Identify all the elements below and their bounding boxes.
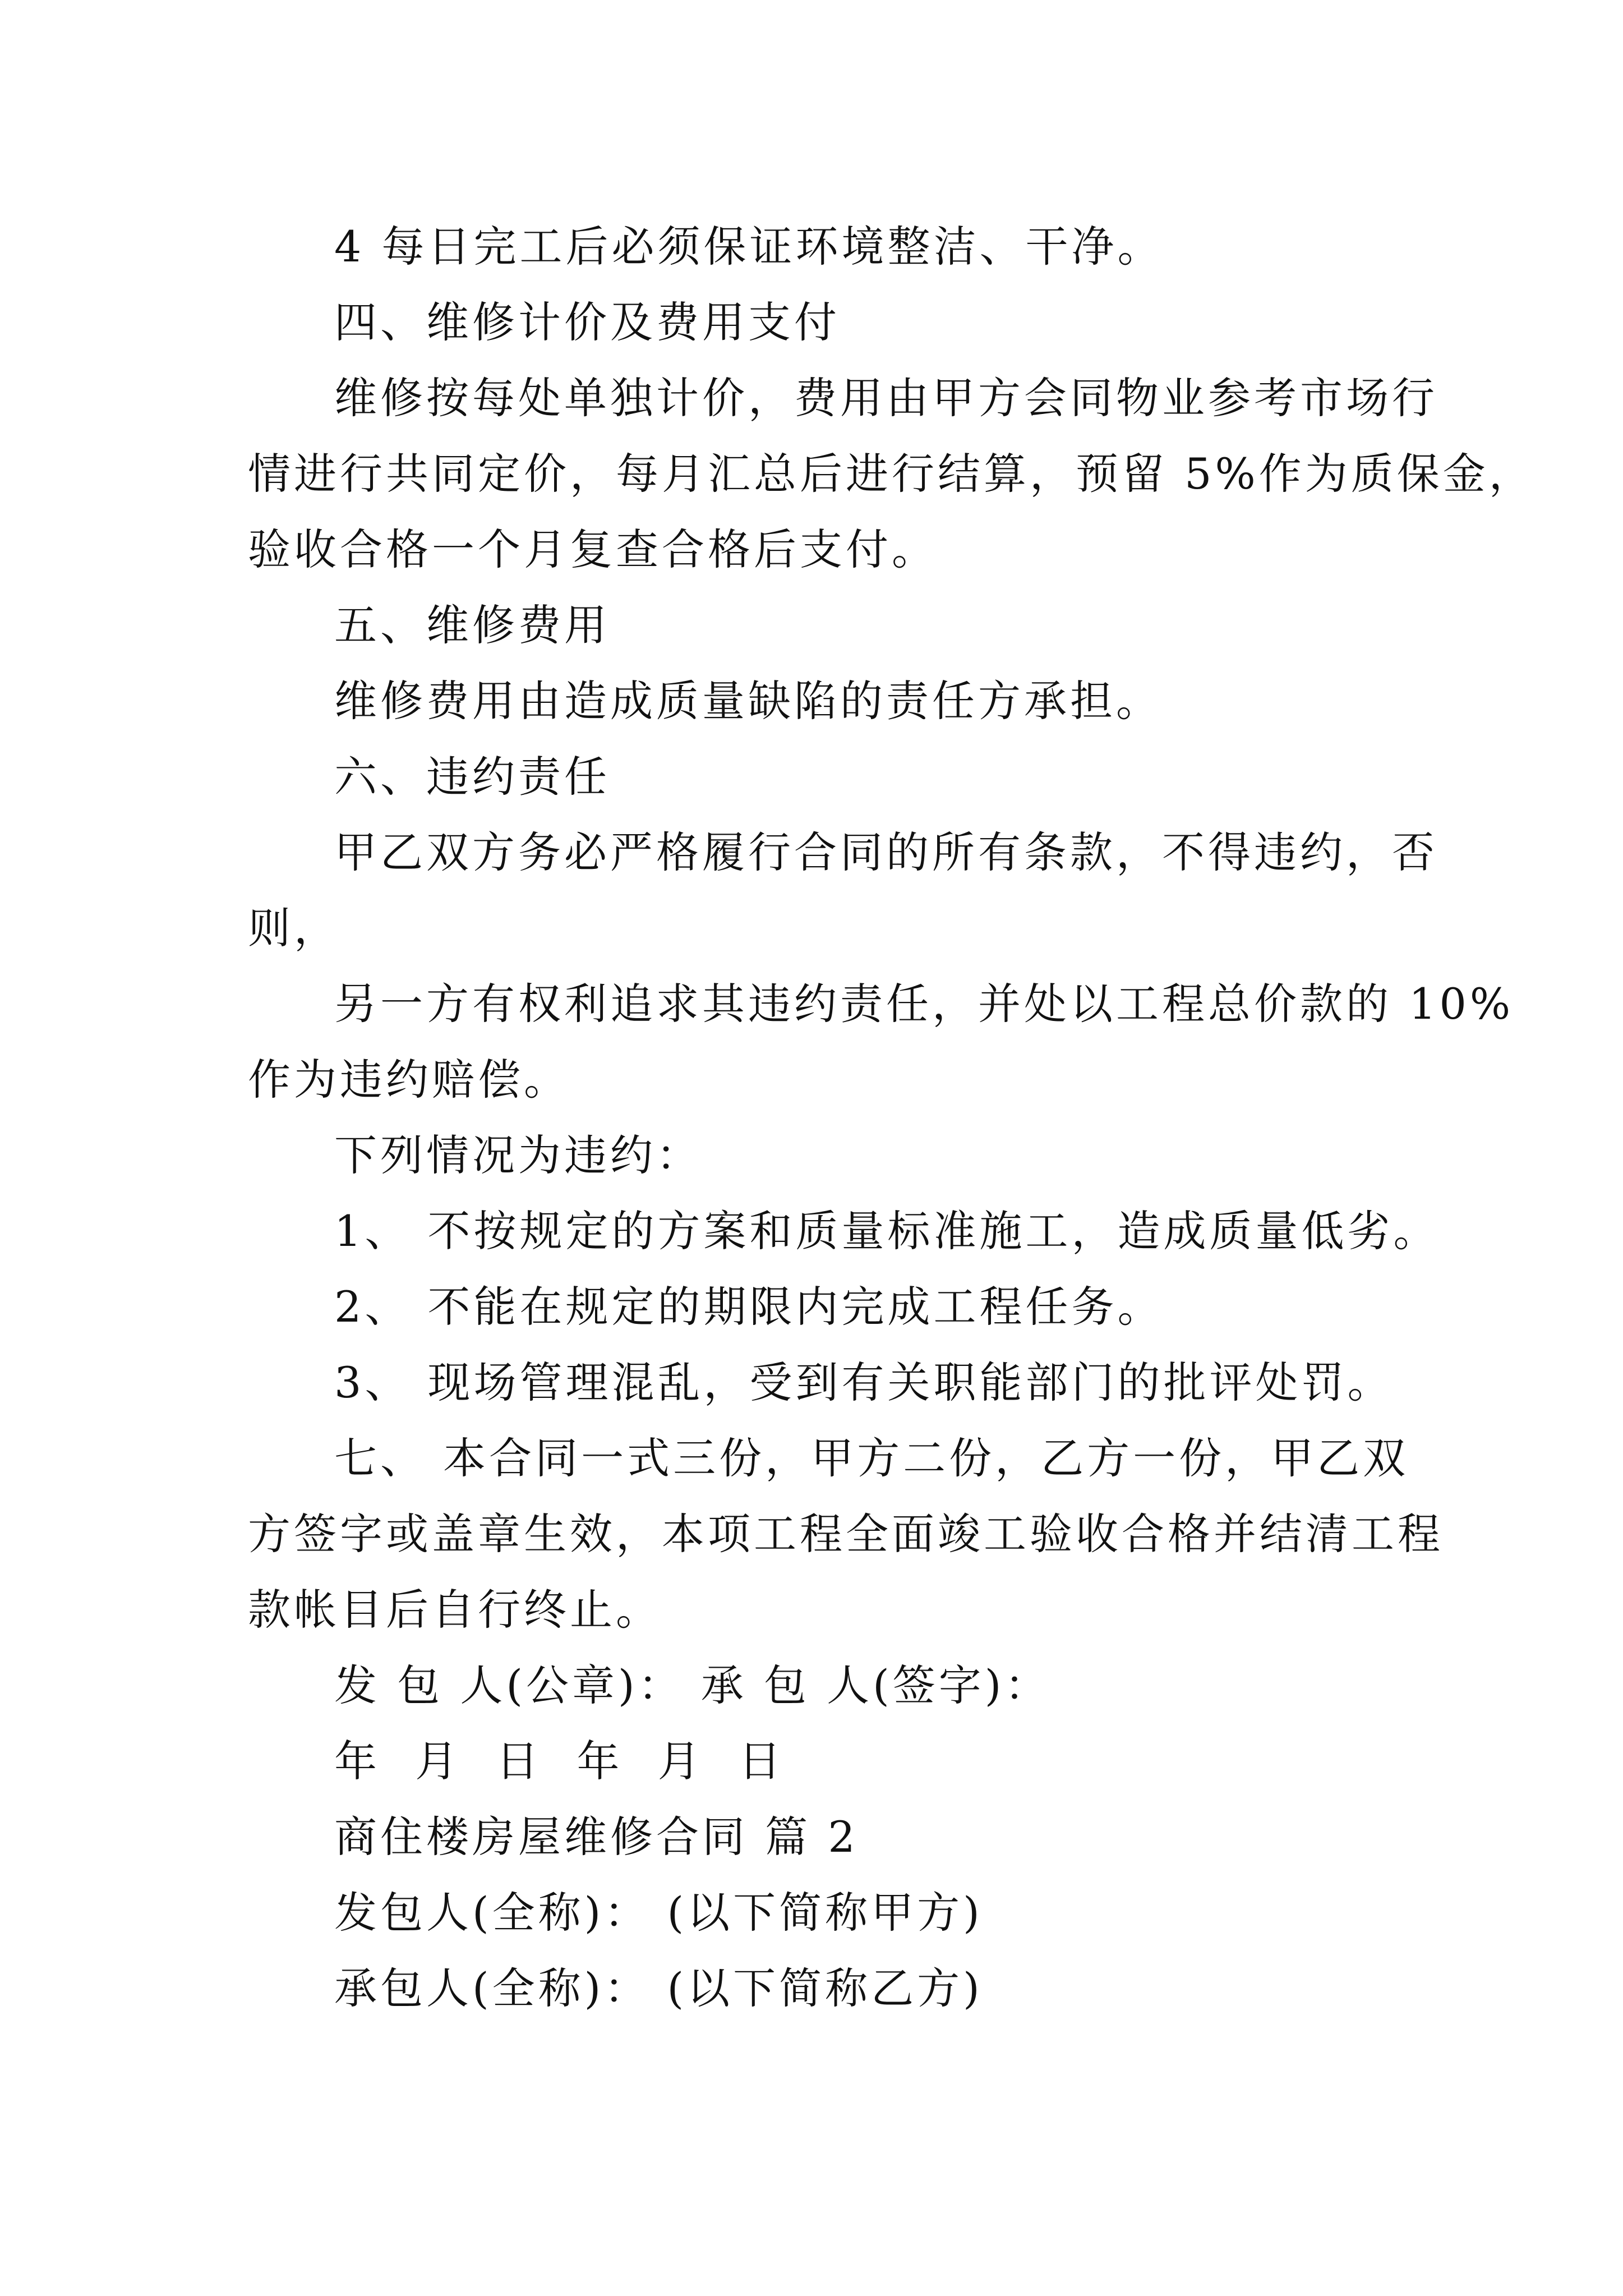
section-heading-repair-fee: 五、维修费用 xyxy=(334,600,610,650)
list-item: 2、 不能在规定的期限内完成工程任务。 xyxy=(334,1282,1164,1332)
paragraph-line: 七、 本合同一式三份，甲方二份，乙方一份，甲乙双 xyxy=(334,1433,1409,1483)
paragraph-line: 下列情况为违约： xyxy=(334,1130,702,1180)
paragraph-line: 维修按每处单独计价，费用由甲方会同物业参考市场行 xyxy=(334,373,1438,423)
list-item: 1、 不按规定的方案和质量标准施工，造成质量低劣。 xyxy=(334,1206,1440,1256)
signature-line: 发 包 人(公章)： 承 包 人(签字)： xyxy=(334,1660,1051,1710)
list-item: 3、 现场管理混乱，受到有关职能部门的批评处罚。 xyxy=(334,1358,1394,1407)
paragraph-line: 作为违约赔偿。 xyxy=(248,1055,570,1105)
section-heading-pricing: 四、维修计价及费用支付 xyxy=(334,297,840,347)
party-line: 发包人(全称)： (以下简称甲方) xyxy=(334,1888,983,1938)
paragraph-line: 甲乙双方务必严格履行合同的所有条款，不得违约，否 xyxy=(334,827,1438,877)
date-line: 年 月 日 年 月 日 xyxy=(334,1736,794,1786)
paragraph-line: 维修费用由造成质量缺陷的责任方承担。 xyxy=(334,676,1162,726)
party-line: 承包人(全称)： (以下简称乙方) xyxy=(334,1963,983,2013)
section-heading-liability: 六、违约责任 xyxy=(334,752,610,802)
contract-title: 商住楼房屋维修合同 篇 2 xyxy=(334,1812,859,1862)
paragraph-line: 4 每日完工后必须保证环境整洁、干净。 xyxy=(334,222,1164,272)
paragraph-line: 方签字或盖章生效，本项工程全面竣工验收合格并结清工程 xyxy=(248,1509,1444,1559)
paragraph-line: 验收合格一个月复查合格后支付。 xyxy=(248,524,938,574)
paragraph-line: 另一方有权利追求其违约责任，并处以工程总价款的 10% xyxy=(334,979,1514,1029)
paragraph-line: 款帐目后自行终止。 xyxy=(248,1585,662,1635)
paragraph-line: 则， xyxy=(248,903,340,953)
paragraph-line: 情进行共同定价，每月汇总后进行结算，预留 5%作为质保金， xyxy=(248,449,1535,499)
